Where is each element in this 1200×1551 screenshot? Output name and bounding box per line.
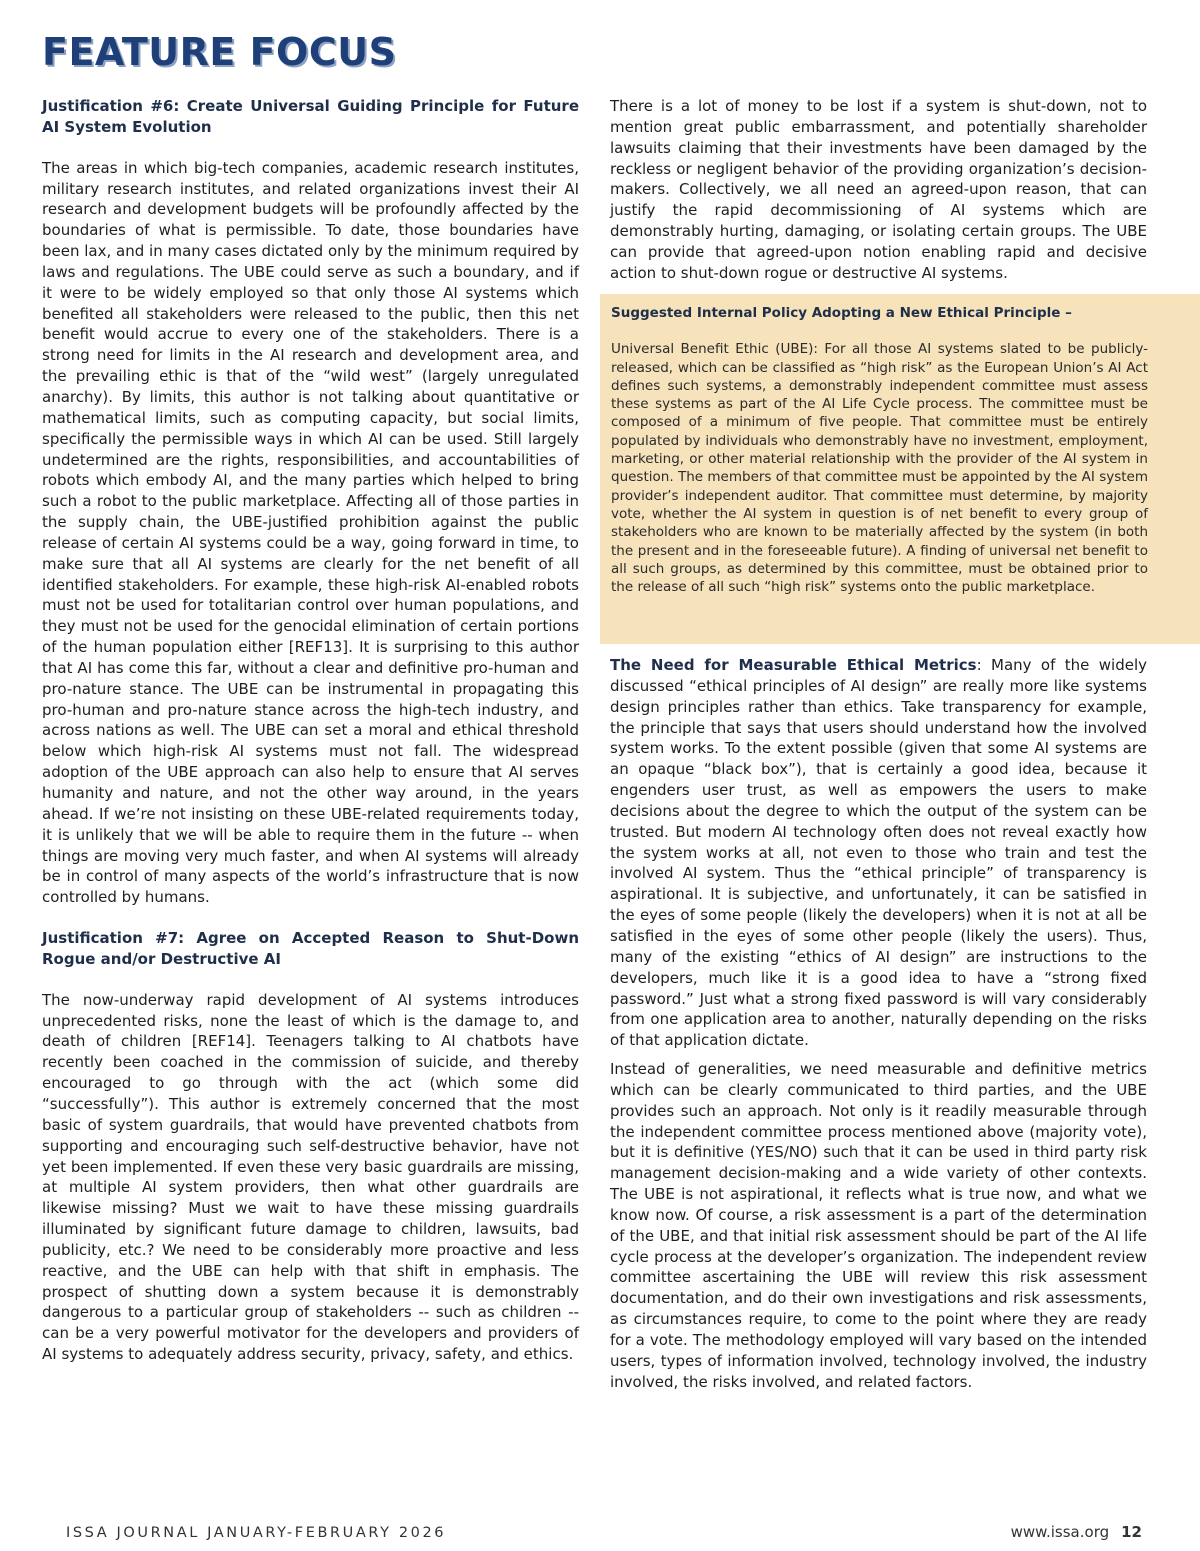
footer-website-link[interactable]: www.issa.org: [1010, 1523, 1110, 1541]
policy-callout-box: [600, 294, 1200, 644]
right-column-bottom: [610, 655, 1147, 1393]
callout-body: Universal Benefit Ethic (UBE): For all those AI systems slated to be publicly-released, which can be classified as “high risk” as the European Union’s AI Act defines such systems, a demonstrably independent committee must assess these systems as part of the AI Life Cycle process. The committee must be composed of a minimum of five people. That committee must be entirely populated by individuals who demonstrably have no investment, employment, marketing, or other material relationship with the provider of the AI system in question. The members of that committee must be appointed by the AI system provider’s independent auditor. That committee must determine, by majority vote, whether the AI system in question is of net benefit to every group of stakeholders who are known to be materially affected by the system (in both the present and in the foreseeable future). A finding of universal net benefit to all such groups, as determined by this committee, must be obtained prior to the release of all such “high risk” systems onto the public marketplace.: [611, 341, 1148, 596]
footer-right: [1011, 1523, 1142, 1541]
right-column-top: [610, 96, 1147, 284]
inline-heading-measurable-metrics: The Need for Measurable Ethical Metrics: [610, 656, 977, 674]
section-heading-justification-6: Justification #6: Create Universal Guiding Principle for Future AI System Evolution: [42, 97, 579, 136]
body-paragraph: [610, 655, 1147, 1051]
body-paragraph: There is a lot of money to be lost if a system is shut-down, not to mention great public embarrassment, and potentially shareholder lawsuits claiming that their investments have been damaged by the reckless or negligent behavior of the providing organization’s decision-makers. Collectively, we all need an agreed-upon reason, that can justify the rapid decommissioning of AI systems which are demonstrably hurting, damaging, or isolating certain groups. The UBE can provide that agreed-upon notion enabling rapid and decisive action to shut-down rogue or destructive AI systems.: [610, 97, 1147, 282]
body-paragraph: The now-underway rapid development of AI systems introduces unprecedented risks, none the least of which is the damage to, and death of children [REF14]. Teenagers talking to AI chatbots have recently been coached in the commission of suicide, and thereby encouraged to go through with the act (which some did “successfully”). This author is extremely concerned that the most basic of system guardrails, that would have prevented chatbots from supporting and encouraging such self-destructive behavior, have not yet been implemented. If even these very basic guardrails are missing, at multiple AI system providers, then what other guardrails are likewise missing? Must we wait to have these missing guardrails illuminated by significant future damage to children, lawsuits, bad publicity, etc.? We need to be considerably more proactive and less reactive, and the UBE can help with that shift in emphasis. The prospect of shutting down a system because it is demonstrably dangerous to a particular group of stakeholders -- such as children -- can be a very powerful motivator for the developers and providers of AI systems to adequately address security, privacy, safety, and ethics.: [42, 990, 579, 1364]
body-paragraph: The areas in which big-tech companies, academic research institutes, military research institutes, and related organizations invest their AI research and development budgets will be profoundly affected by the boundaries of what is permissible. To date, those boundaries have been lax, and in many cases dictated only by the minimum required by laws and regulations. The UBE could serve as such a boundary, and if it were to be widely employed so that only those AI systems which benefited all stakeholders were released to the public, then this net benefit would accrue to every one of the stakeholders. There is a strong need for limits in the AI research and development area, and the prevailing ethic is that of the “wild west” (largely unregulated anarchy). By limits, this author is not talking about quantitative or mathematical limits, such as computing capacity, but social limits, specifically the permissible ways in which AI can be used. Still largely undetermined are the rights, responsibilities, and accountabilities of robots which embody AI, and the many parties which helped to bring such a robot to the public marketplace. Affecting all of those parties in the supply chain, the UBE-justified prohibition against the public release of certain AI systems could be a way, going forward in time, to make sure that all AI systems are clearly for the net benefit of all identified stakeholders. For example, these high-risk AI-enabled robots must not be used for totalitarian control over human populations, and they must not be used for the genocidal elimination of certain portions of the human population either [REF13]. It is surprising to this author that AI has come this far, without a clear and definitive pro-human and pro-nature stance. The UBE can be instrumental in propagating this pro-human and pro-nature stance across the high-tech industry, and across nations as well. The UBE can set a moral and ethical threshold below which high-risk AI systems must not fall. The widespread adoption of the UBE approach can also help to ensure that AI serves humanity and nature, and not the other way around, in the years ahead. If we’re not insisting on these UBE-related requirements today, it is unlikely that we will be able to require them in the future -- when things are moving very much faster, and when AI systems will already be in control of many aspects of the world’s infrastructure that is now controlled by humans.: [42, 158, 579, 907]
callout-heading: Suggested Internal Policy Adopting a New Ethical Principle –: [611, 305, 1072, 321]
left-column: [42, 96, 579, 1365]
footer-journal-name: ISSA JOURNAL JANUARY-FEBRUARY 2026: [66, 1525, 447, 1541]
section-heading-justification-7: Justification #7: Agree on Accepted Reason to Shut-Down Rogue and/or Destructive AI: [42, 929, 579, 968]
page-number: 12: [1121, 1523, 1142, 1541]
paragraph-text: : Many of the widely discussed “ethical principles of AI design” are really more like systems design principles rather than ethics. Take transparency for example, the principle that says that users should understand how the involved system works. To the extent possible (given that some AI systems are an opaque “black box”), that is certainly a good idea, because it engenders user trust, as well as empowers the users to make decisions about the degree to which the output of the system can be trusted. But modern AI technology often does not reveal exactly how the system works at all, not even to those who train and test the involved AI system. Thus the “ethical principle” of transparency is aspirational. It is subjective, and unfortunately, it can be satisfied in the eyes of some people (likely the developers) when it is not at all be satisfied in the eyes of some other people (likely the users). Thus, many of the existing “ethics of AI design” are instructions to the developers, much like it is a good idea to have a “strong fixed password.” Just what a strong fixed password is will vary considerably from one application area to another, naturally depending on the risks of that application dictate.: [610, 656, 1147, 1050]
body-paragraph: Instead of generalities, we need measurable and definitive metrics which can be clearly communicated to third parties, and the UBE provides such an approach. Not only is it readily measurable through the independent committee process mentioned above (majority vote), but it is definitive (YES/NO) such that it can be used in third party risk management decision-making and a wide variety of other contexts. The UBE is not aspirational, it reflects what is true now, and what we know now. Of course, a risk assessment is a part of the determination of the UBE, and that initial risk assessment should be part of the AI life cycle process at the developer’s organization. The independent review committee ascertaining the UBE will review this risk assessment documentation, and do their own investigations and risk assessments, as circumstances require, to come to the point where they are ready for a vote. The methodology employed will vary based on the intended users, types of information involved, technology involved, the industry involved, the risks involved, and related factors.: [610, 1060, 1147, 1391]
page-title: FEATURE FOCUS: [42, 30, 397, 74]
